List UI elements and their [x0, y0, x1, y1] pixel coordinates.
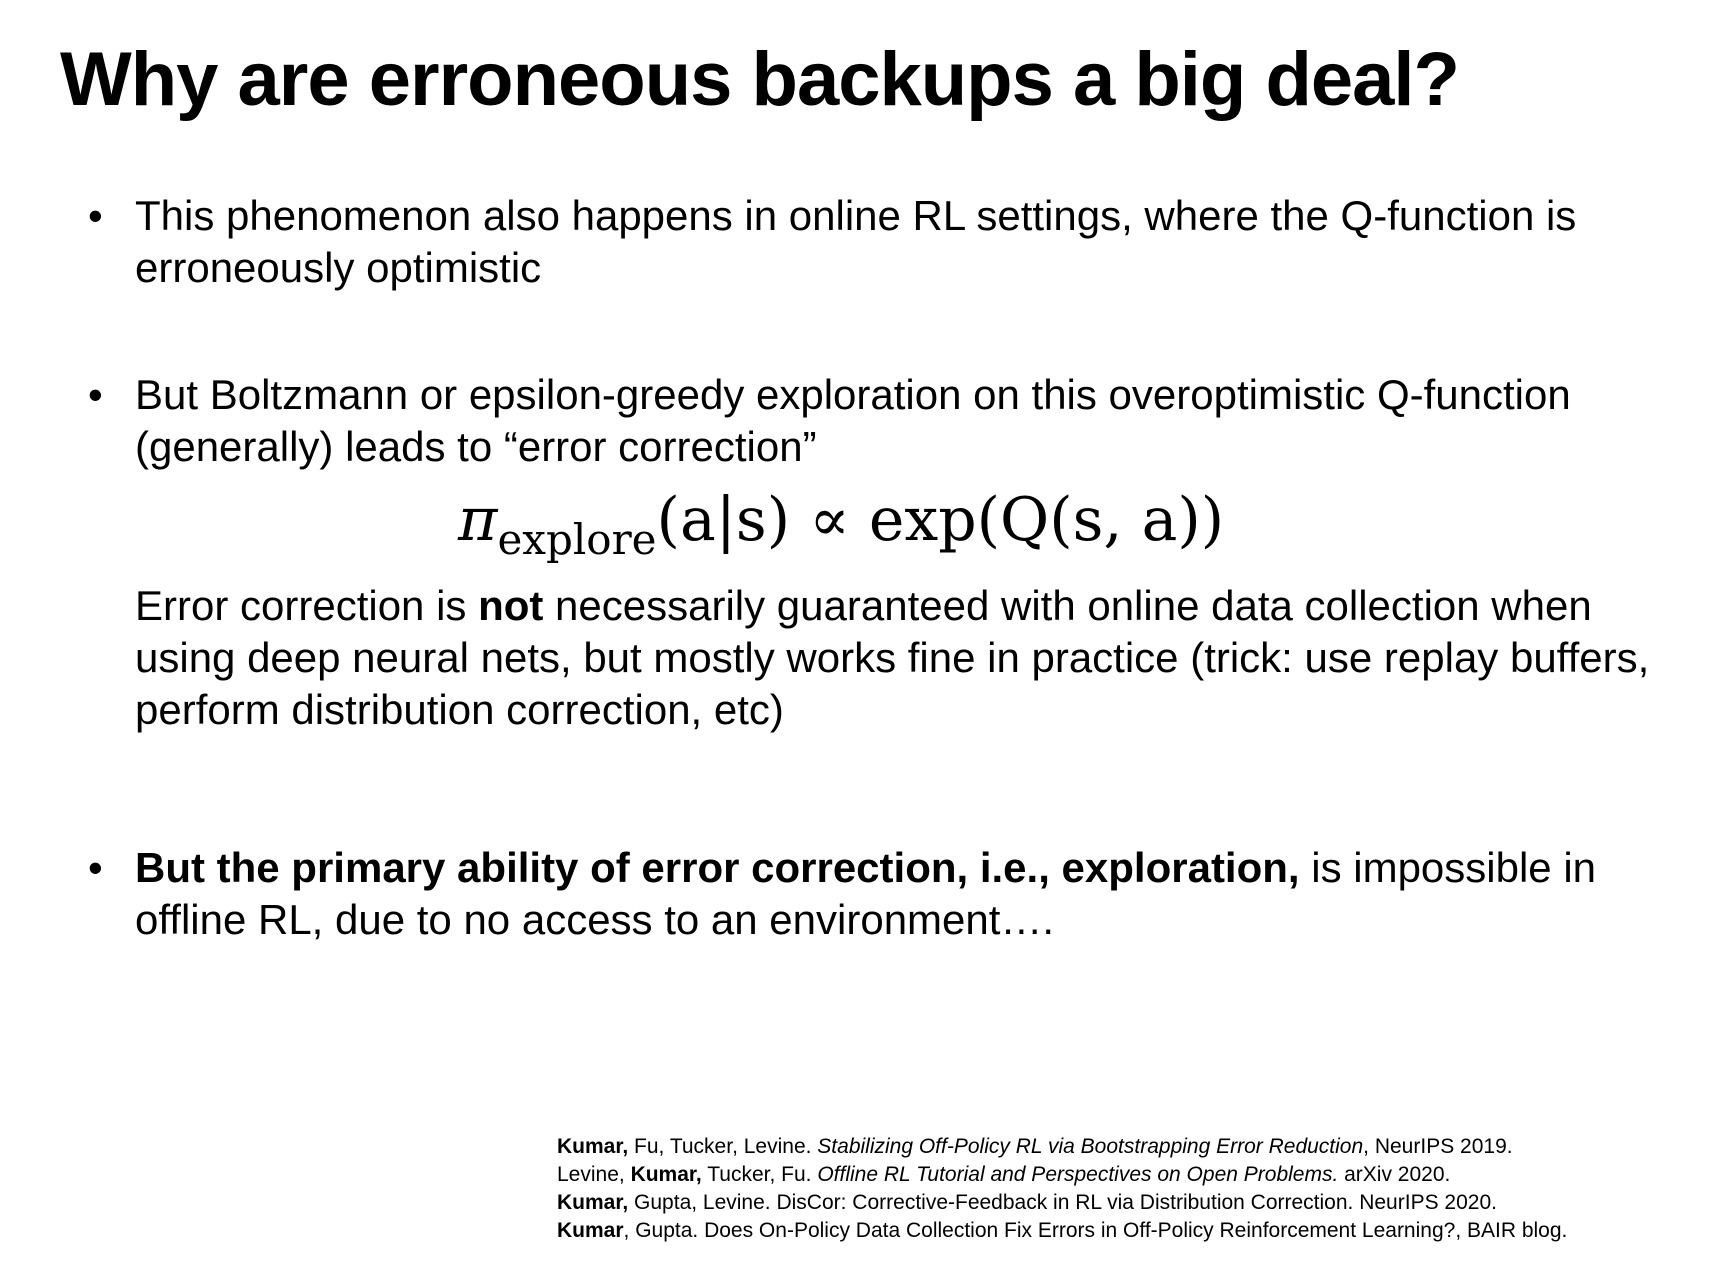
bullet-marker: • — [88, 371, 103, 418]
ref-authors: Tucker, Fu. — [701, 1163, 818, 1186]
ref-rest: , Gupta. Does On-Policy Data Collection Fix Errors in Off-Policy Reinforcement Learning?, BAIR blog. — [623, 1219, 1568, 1242]
slide-title: Why are erroneous backups a big deal? — [60, 37, 1459, 122]
bullet-bold-text: But the primary ability of error correction, i.e., exploration, — [135, 844, 1300, 891]
ref-title: Offline RL Tutorial and Perspectives on Open Problems. — [817, 1163, 1339, 1186]
reference-item — [557, 1189, 1717, 1217]
references — [557, 1133, 1717, 1245]
bullet-marker: • — [88, 844, 103, 891]
bullet-text — [135, 842, 1695, 946]
ref-author: Levine, — [557, 1163, 631, 1186]
reference-item — [557, 1133, 1717, 1161]
ref-venue: arXiv 2020. — [1338, 1163, 1451, 1186]
formula-proportional: ∝ — [790, 485, 869, 555]
ref-author-bold: Kumar, — [557, 1135, 629, 1158]
bullet-marker: • — [88, 192, 103, 239]
error-correction-paragraph — [135, 580, 1675, 736]
explore-policy-formula — [458, 480, 1225, 564]
reference-item — [557, 1217, 1717, 1245]
formula-subscript: explore — [497, 515, 657, 564]
ref-author-bold: Kumar, — [557, 1191, 629, 1214]
bullet-rest-text: is impossible in offline RL, due to no access to an environment…. — [135, 844, 1597, 943]
ref-venue: , NeurIPS 2019. — [1363, 1135, 1513, 1158]
error-text-bold: not — [478, 582, 544, 629]
ref-author-bold: Kumar — [557, 1219, 624, 1242]
ref-author-bold: Kumar, — [630, 1163, 702, 1186]
formula-args: (a|s) — [656, 485, 791, 555]
error-text-1: Error correction is — [135, 582, 479, 629]
reference-item — [557, 1161, 1717, 1189]
bullet-text: But Boltzmann or epsilon-greedy exploration on this overoptimistic Q-function (generally) leads to “error correction” — [135, 371, 1571, 470]
bullet-text: This phenomenon also happens in online RL settings, where the Q-function is erroneously optimistic — [135, 192, 1577, 291]
ref-authors: Fu, Tucker, Levine. — [628, 1135, 818, 1158]
formula-rhs: exp(Q(s, a)) — [868, 485, 1225, 555]
formula-pi: π — [458, 485, 498, 555]
error-text-2: necessarily guaranteed with online data collection when using deep neural nets, but mostly works fine in practice (trick: use replay buffers, perform distribution correction, etc) — [135, 582, 1650, 733]
ref-rest: Gupta, Levine. DisCor: Corrective-Feedback in RL via Distribution Correction. NeurIPS 2020. — [628, 1191, 1497, 1214]
ref-title: Stabilizing Off-Policy RL via Bootstrapping Error Reduction — [817, 1135, 1364, 1158]
